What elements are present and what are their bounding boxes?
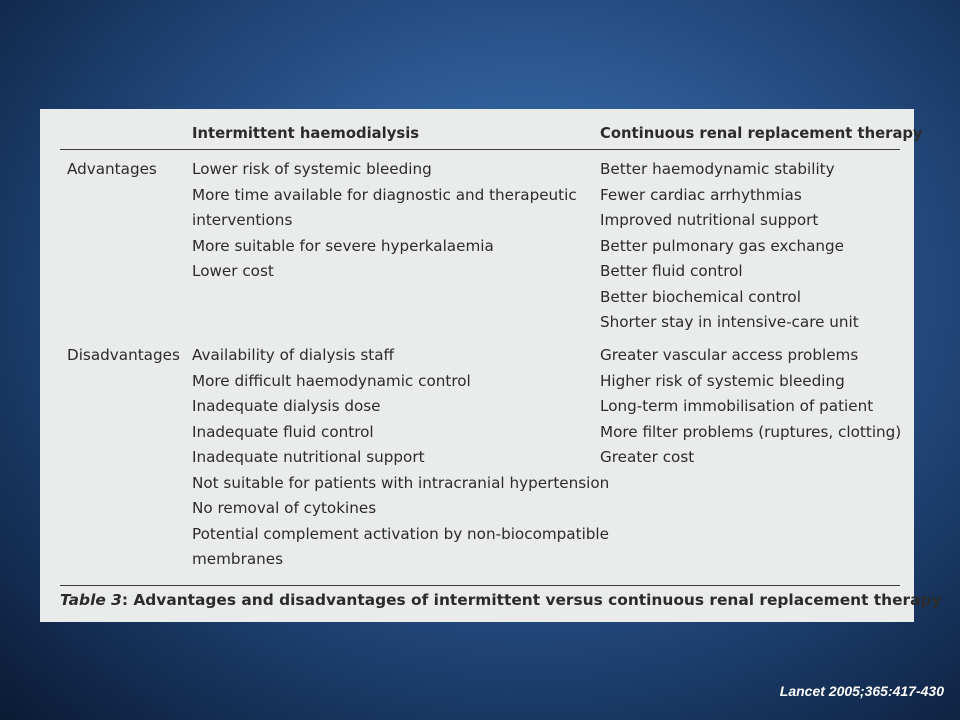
- bottom-rule: [60, 585, 900, 586]
- list-item: Higher risk of systemic bleeding: [600, 371, 845, 390]
- list-item: Shorter stay in intensive-care unit: [600, 313, 859, 331]
- list-item: Better biochemical control: [600, 287, 801, 306]
- header-continuous: Continuous renal replacement therapy: [600, 125, 923, 142]
- top-rule: [60, 149, 900, 150]
- list-item: interventions: [192, 211, 293, 229]
- list-item: More time available for diagnostic and therapeutic: [192, 185, 577, 204]
- advantages-intermittent-list: [192, 157, 577, 285]
- list-item: Inadequate fluid control: [192, 422, 374, 441]
- list-item: Better haemodynamic stability: [600, 160, 835, 178]
- list-item: Improved nutritional support: [600, 211, 819, 229]
- list-item: Lower risk of systemic bleeding: [192, 160, 432, 178]
- list-item: Better fluid control: [600, 262, 743, 280]
- list-item: Greater vascular access problems: [600, 346, 859, 364]
- list-item: Potential complement activation by non-biocompatible: [192, 524, 609, 543]
- list-item: Better pulmonary gas exchange: [600, 236, 845, 255]
- row-label-advantages: Advantages: [67, 160, 157, 178]
- list-item: Inadequate dialysis dose: [192, 397, 381, 415]
- row-label-disadvantages: Disadvantages: [67, 346, 180, 364]
- caption-text: : Advantages and disadvantages of intermittent versus continuous renal replacement therapy: [121, 591, 942, 609]
- disadvantages-intermittent-list: [192, 343, 609, 573]
- list-item: More suitable for severe hyperkalaemia: [192, 236, 494, 255]
- list-item: Availability of dialysis staff: [192, 346, 394, 364]
- list-item: Lower cost: [192, 262, 274, 280]
- list-item: Long-term immobilisation of patient: [600, 397, 874, 415]
- list-item: Greater cost: [600, 448, 695, 466]
- list-item: Not suitable for patients with intracranial hypertension: [192, 473, 610, 492]
- list-item: No removal of cytokines: [192, 499, 377, 517]
- list-item: Inadequate nutritional support: [192, 448, 425, 466]
- list-item: More filter problems (ruptures, clotting): [600, 422, 902, 441]
- list-item: More difficult haemodynamic control: [192, 371, 471, 390]
- caption-label: Table 3: [60, 591, 122, 609]
- advantages-continuous-list: [600, 157, 859, 336]
- table-caption: [60, 591, 942, 609]
- list-item: membranes: [192, 550, 284, 568]
- list-item: Fewer cardiac arrhythmias: [600, 185, 802, 204]
- header-intermittent: Intermittent haemodialysis: [192, 125, 420, 142]
- citation: Lancet 2005;365:417-430: [779, 683, 944, 699]
- table-panel: [40, 109, 942, 622]
- disadvantages-continuous-list: [600, 343, 901, 471]
